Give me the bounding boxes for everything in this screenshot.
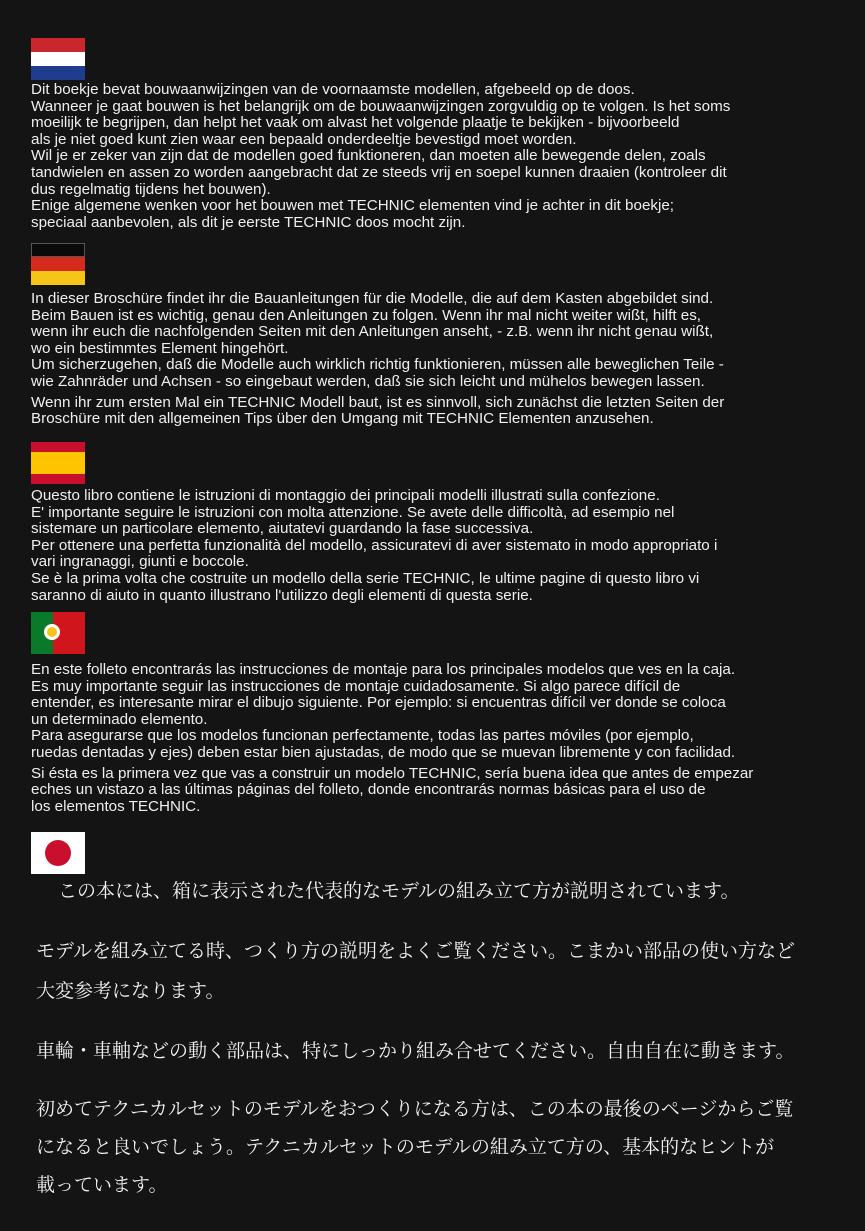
japanese-line: 車輪・車軸などの動く部品は、特にしっかり組み合せてください。自由自在に動きます。	[36, 1040, 795, 1062]
japanese-line: この本には、箱に表示された代表的なモデルの組み立て方が説明されています。	[58, 880, 740, 902]
dutch-line: Wil je er zeker van zijn dat de modellen goed funktioneren, dan moeten alle bewegende delen, zoals	[31, 147, 706, 165]
german-line: Um sicherzugehen, daß die Modelle auch wirklich richtig funktionieren, müssen alle beweglichen Teile -	[31, 356, 724, 374]
flag-stripe-red	[31, 474, 85, 484]
flag-stripe-black	[31, 243, 85, 257]
italian-line: Questo libro contiene le istruzioni di montaggio dei principali modelli illustrati sulla confezione.	[31, 487, 660, 504]
german-line: In dieser Broschüre findet ihr die Bauanleitungen für die Modelle, die auf dem Kasten abgebildet sind.	[31, 290, 714, 307]
spanish-line: un determinado elemento.	[31, 710, 208, 728]
flag-emblem	[44, 624, 60, 640]
spanish-line: los elementos TECHNIC.	[31, 797, 201, 815]
german-line: wo ein bestimmtes Element hingehört.	[31, 339, 289, 357]
spanish-line: Si ésta es la primera vez que vas a construir un modelo TECHNIC, sería buena idea que antes de empezar	[31, 764, 754, 782]
flag-japan-icon	[31, 832, 85, 874]
dutch-line: Dit boekje bevat bouwaanwijzingen van de voornaamste modellen, afgebeeld op de doos.	[31, 81, 635, 98]
german-line: Beim Bauen ist es wichtig, genau den Anleitungen zu folgen. Wenn ihr mal nicht weiter wißt, hilft es,	[31, 306, 702, 324]
flag-spain-icon	[31, 442, 85, 484]
italian-line: Per ottenere una perfetta funzionalità del modello, assicuratevi di aver sistemato in modo appropriato i	[31, 536, 718, 554]
flag-stripe-red	[31, 38, 85, 52]
japanese-line: モデルを組み立てる時、つくり方の説明をよくご覧ください。こまかい部品の使い方など	[36, 940, 796, 962]
german-line: Broschüre mit den allgemeinen Tips über den Umgang mit TECHNIC Elementen anzusehen.	[31, 410, 654, 428]
flag-portugal-icon	[31, 612, 85, 654]
flag-germany-icon	[31, 243, 85, 285]
dutch-line: als je niet goed kunt zien waar een bepaald onderdeeltje bevestigd moet worden.	[31, 130, 577, 148]
german-line: Wenn ihr zum ersten Mal ein TECHNIC Modell baut, ist es sinnvoll, sich zunächst die letzten Seiten der	[31, 393, 725, 411]
flag-stripe-yellow	[31, 452, 85, 474]
spanish-line: Es muy importante seguir las instrucciones de montaje cuidadosamente. Si algo parece difícil de	[31, 677, 681, 695]
spanish-line: En este folleto encontrarás las instrucciones de montaje para los principales modelos que ves en la caja.	[31, 661, 736, 678]
dutch-line: moeilijk te begrijpen, dan helpt het vaak om alvast het volgende plaatje te bekijken - bijvoorbeeld	[31, 114, 680, 132]
flag-stripe-red	[31, 257, 85, 271]
dutch-paragraph	[31, 82, 851, 231]
german-paragraph	[31, 291, 851, 428]
japanese-line: 大変参考になります。	[36, 980, 225, 1002]
spanish-line: ruedas dentadas y ejes) deben estar bien ajustadas, de modo que se muevan libremente y con facilidad.	[31, 743, 736, 761]
italian-paragraph	[31, 488, 851, 604]
german-line: wie Zahnräder und Achsen - so eingebaut werden, daß sie sich leicht und mühelos bewegen lassen.	[31, 372, 705, 390]
flag-stripe-white	[31, 52, 85, 66]
japanese-line: 初めてテクニカルセットのモデルをおつくりになる方は、この本の最後のページからご覧	[36, 1098, 794, 1120]
italian-line: vari ingranaggi, giunti e boccole.	[31, 553, 249, 571]
dutch-line: tandwielen en assen zo worden aangebracht dat ze steeds vrij en soepel kunnen draaien (kontroleer dit	[31, 163, 727, 181]
flag-stripe-red	[31, 442, 85, 452]
dutch-line: Enige algemene wenken voor het bouwen met TECHNIC elementen vind je achter in dit boekje;	[31, 197, 675, 215]
dutch-line: dus regelmatig tijdens het bouwen).	[31, 180, 271, 198]
flag-stripe-gold	[31, 271, 85, 285]
italian-line: E' importante seguire le istruzioni con molta attenzione. Se avete delle difficoltà, ad esempio nel	[31, 503, 675, 521]
spanish-paragraph	[31, 662, 851, 815]
japanese-line: 載っています。	[36, 1174, 168, 1196]
dutch-line: Wanneer je gaat bouwen is het belangrijk om de bouwaanwijzingen zorgvuldig op te volgen. Is het soms	[31, 97, 731, 115]
flag-sun-disc	[45, 840, 71, 866]
italian-line: sistemare un particolare elemento, aiutatevi guardando la fase successiva.	[31, 520, 534, 538]
dutch-line: speciaal aanbevolen, als dit je eerste TECHNIC doos mocht zijn.	[31, 213, 466, 231]
spanish-line: eches un vistazo a las últimas páginas del folleto, donde encontrarás normas básicas para el uso de	[31, 781, 706, 799]
flag-netherlands-icon	[31, 38, 85, 80]
italian-line: Se è la prima volta che costruite un modello della serie TECHNIC, le ultime pagine di questo libro vi	[31, 569, 700, 587]
flag-stripe-blue	[31, 66, 85, 80]
spanish-line: entender, es interesante mirar el dibujo siguiente. Por ejemplo: si encuentras difícil ver donde se coloca	[31, 694, 726, 712]
italian-line: saranno di aiuto in quanto illustrano l'utilizzo degli elementi di questa serie.	[31, 586, 533, 604]
spanish-line: Para asegurarse que los modelos funcionan perfectamente, todas las partes móviles (por ejemplo,	[31, 727, 694, 745]
japanese-line: になると良いでしょう。テクニカルセットのモデルの組み立て方の、基本的なヒントが	[36, 1136, 775, 1158]
german-line: wenn ihr euch die nachfolgenden Seiten mit den Anleitungen anseht, - z.B. wenn ihr nicht genau wißt,	[31, 323, 714, 341]
